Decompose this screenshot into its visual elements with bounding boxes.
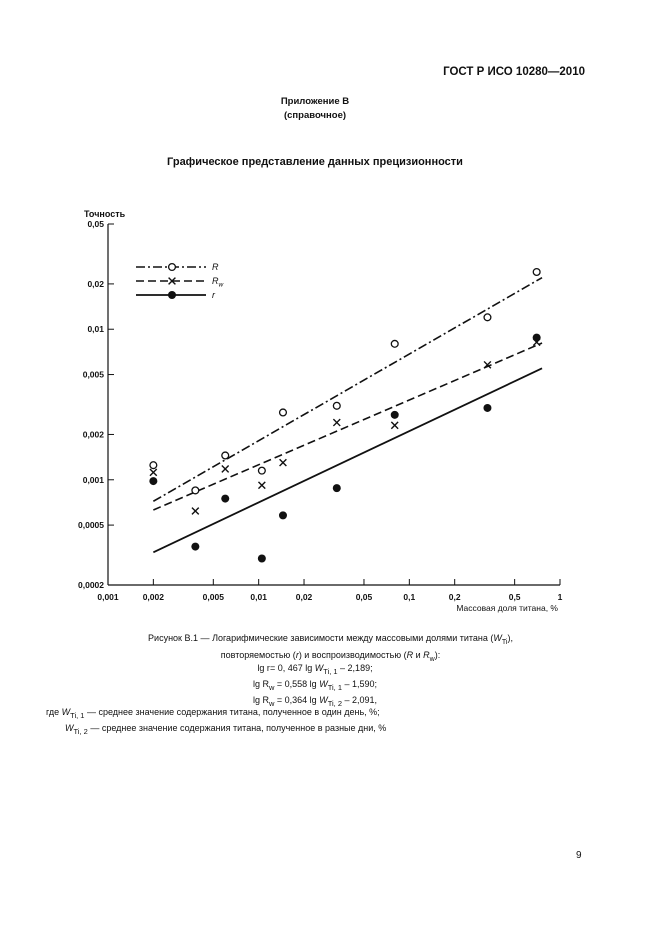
chart-legend bbox=[136, 262, 225, 300]
x-tick-label: 0,002 bbox=[142, 592, 164, 602]
caption-Rw-sub: w bbox=[429, 656, 435, 664]
data-point-R bbox=[222, 452, 229, 459]
where-definitions bbox=[46, 706, 386, 738]
fit-line-R bbox=[153, 278, 542, 502]
y-axis-label: Точность bbox=[84, 209, 126, 219]
data-point-R bbox=[484, 314, 491, 321]
equations bbox=[0, 662, 630, 709]
data-point-r bbox=[533, 334, 541, 342]
caption-line2a: повторяемостью ( bbox=[220, 650, 296, 661]
caption-line2-end: ): bbox=[434, 650, 441, 661]
data-point-Rw bbox=[150, 469, 157, 476]
y-tick-label: 0,02 bbox=[87, 278, 104, 289]
x-tick-label: 0,005 bbox=[202, 592, 224, 602]
legend-label-sub: w bbox=[218, 281, 224, 289]
data-point-R bbox=[258, 467, 265, 474]
equation-rw-2: $\lg R_w = 0,364$ $\lg W_{Ti, 2} - 2,091$, bbox=[252, 694, 378, 708]
data-point-R bbox=[333, 402, 340, 409]
data-point-R bbox=[533, 269, 540, 276]
x-tick-label: 0,01 bbox=[250, 592, 267, 602]
data-point-r bbox=[258, 554, 266, 562]
caption-R: R bbox=[406, 650, 414, 661]
data-point-Rw bbox=[333, 419, 340, 426]
data-point-Rw bbox=[222, 466, 229, 473]
y-tick-label: 0,001 bbox=[82, 474, 104, 485]
fig-label: Рисунок bbox=[148, 633, 182, 643]
data-point-R bbox=[280, 409, 287, 416]
data-point-Rw bbox=[192, 508, 199, 515]
caption-dash: — bbox=[200, 633, 210, 643]
legend-label-r: r bbox=[212, 290, 215, 300]
y-tick-label: 0,005 bbox=[82, 369, 104, 380]
legend-label-R: R bbox=[212, 262, 219, 272]
y-tick-label: 0,0005 bbox=[78, 520, 104, 531]
x-tick-label: 0,05 bbox=[355, 592, 373, 602]
y-tick-label: 0,01 bbox=[87, 324, 104, 335]
caption-line1-end: ), bbox=[507, 633, 513, 643]
x-tick-label: 0,02 bbox=[295, 592, 313, 602]
y-tick-label: 0,002 bbox=[82, 429, 104, 440]
fit-line-r bbox=[153, 368, 542, 552]
data-point-r bbox=[333, 484, 341, 492]
data-point-r bbox=[191, 543, 199, 551]
where-item-2: $W_{Ti, 2}$ — среднее значение содержания титана, полученное в разные дни, % bbox=[65, 722, 387, 736]
caption-and: и bbox=[415, 650, 421, 661]
caption-Rw: R bbox=[423, 650, 430, 661]
caption-r: r bbox=[295, 650, 299, 661]
standard-code: ГОСТ Р ИСО 10280—2010 bbox=[443, 66, 585, 78]
x-axis-label: Массовая доля титана, % bbox=[456, 603, 558, 613]
annex-title: Приложение В bbox=[280, 96, 350, 107]
x-tick-label: 1 bbox=[557, 592, 563, 602]
section-title: Графическое представление данных прецизионности bbox=[167, 156, 463, 168]
fig-number: В.1 bbox=[184, 633, 199, 643]
x-tick-label: 0,001 bbox=[97, 592, 119, 602]
data-point-Rw bbox=[258, 482, 265, 489]
data-point-R bbox=[150, 462, 157, 469]
caption-line2b: ) и воспроизводимостью ( bbox=[298, 650, 407, 661]
y-tick-label: 0,0002 bbox=[78, 580, 104, 590]
data-point-R bbox=[192, 487, 199, 494]
legend-marker-r bbox=[168, 291, 176, 299]
data-point-R bbox=[391, 340, 398, 347]
where-item-1: где $W_{Ti, 1}$ — среднее значение содержания титана, полученное в один день, %; bbox=[46, 707, 380, 720]
x-tick-label: 0,1 bbox=[403, 592, 416, 602]
data-point-r bbox=[391, 411, 399, 419]
annex-heading bbox=[0, 95, 630, 123]
y-tick-label: 0,05 bbox=[87, 219, 104, 229]
page-number: 9 bbox=[576, 850, 582, 861]
equation-rw-1: $\lg R_w = 0,558$ $\lg W_{Ti, 1} - 1,590$; bbox=[252, 678, 378, 692]
caption-ti: Ti bbox=[501, 638, 508, 646]
caption-line1: Логарифмические зависимости между массовыми долями титана ( bbox=[212, 633, 494, 643]
fit-line-Rw bbox=[153, 343, 542, 510]
x-tick-label: 0,2 bbox=[448, 592, 461, 602]
equation-r: lg r= 0, 467 $\lg W_{Ti, 1} - 2,189$; bbox=[257, 663, 373, 676]
annex-subtitle: (справочное) bbox=[283, 110, 347, 121]
data-point-r bbox=[149, 477, 157, 485]
precision-chart bbox=[60, 200, 580, 620]
x-tick-label: 0,5 bbox=[508, 592, 521, 602]
data-point-Rw bbox=[391, 422, 398, 429]
data-point-r bbox=[279, 511, 287, 519]
data-point-r bbox=[483, 404, 491, 412]
data-point-Rw bbox=[280, 459, 287, 466]
legend-label-Rw: $R_w$ bbox=[212, 276, 224, 289]
data-point-r bbox=[221, 495, 229, 503]
legend-marker-R bbox=[169, 264, 176, 271]
caption-w: W bbox=[493, 633, 502, 643]
